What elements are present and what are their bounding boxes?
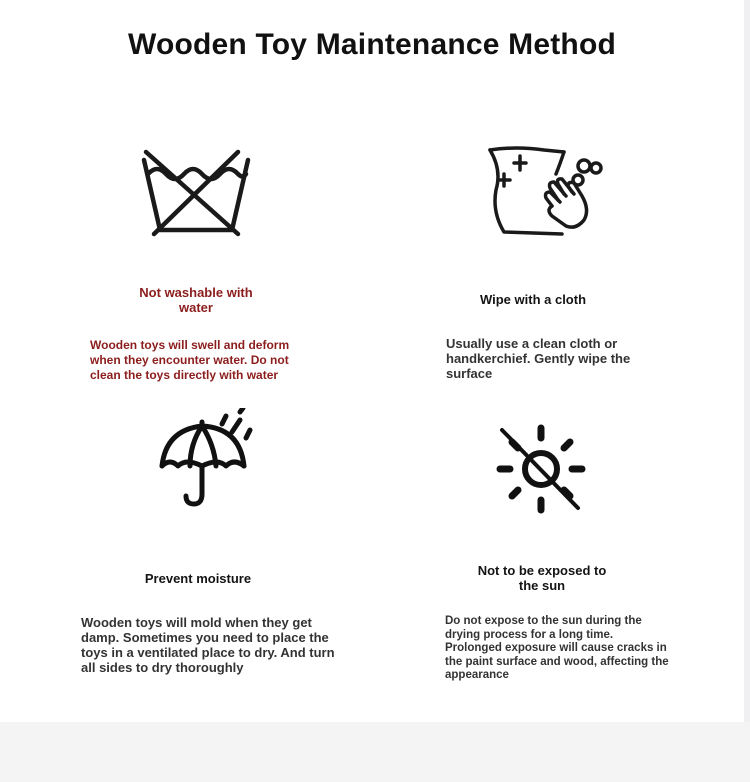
item-label-moisture: Prevent moisture	[144, 571, 252, 586]
item-desc-no-wash: Wooden toys will swell and deform when they encounter water. Do not clean the toys directly with water	[90, 338, 290, 382]
item-label-no-sun: Not to be exposed to the sun	[477, 563, 607, 593]
no-wash-icon	[138, 146, 256, 238]
item-desc-moisture: Wooden toys will mold when they get damp. Sometimes you need to place the toys in a ventilated place to dry. And turn all sides to dry thoroughly	[81, 615, 335, 675]
no-sun-icon	[496, 424, 586, 516]
page-edge	[744, 0, 750, 722]
item-label-no-wash: Not washable with water	[139, 285, 253, 315]
item-label-wipe: Wipe with a cloth	[479, 292, 587, 307]
item-desc-wipe: Usually use a clean cloth or handkerchief. Gently wipe the surface	[446, 336, 631, 381]
cloth-wipe-icon	[486, 144, 608, 240]
page-title: Wooden Toy Maintenance Method	[127, 28, 617, 61]
item-desc-no-sun: Do not expose to the sun during the drying process for a long time. Prolonged exposure will cause cracks in the paint surface and wood, affecting the appearance	[445, 615, 669, 682]
umbrella-rain-icon	[156, 408, 258, 512]
